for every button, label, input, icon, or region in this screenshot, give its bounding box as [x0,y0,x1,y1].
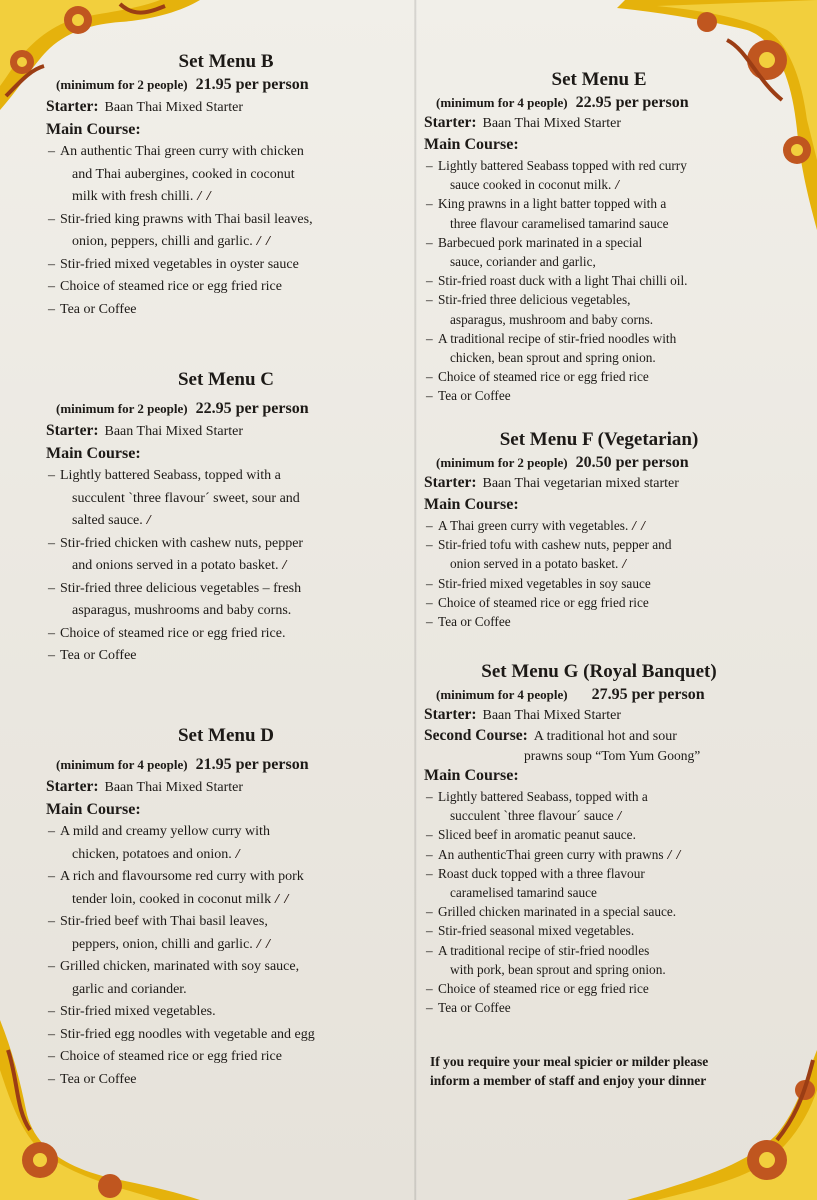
list-item: – A mild and creamy yellow curry with chicken, potatoes and onion. / [46,821,406,866]
set-menu-d [46,724,406,1091]
starter-label: Starter: [424,706,477,723]
list-item: – Choice of steamed rice or egg fried rice [424,979,774,998]
set-menu-e-title: Set Menu E [551,69,647,90]
price: 27.95 per person [591,686,705,703]
list-item: – Tea or Coffee [424,386,774,405]
chili-rating-icon: / [282,558,288,573]
list-item: – Stir-fried mixed vegetables. [46,1001,406,1024]
main-course-label: Main Course: [424,136,519,153]
list-item: – Stir-fried mixed vegetables in soy sauce [424,574,774,593]
main-course-list [46,465,406,668]
spice-note-line-1: If you require your meal spicier or milder please [430,1054,709,1069]
set-menu-b [46,50,406,321]
minimum-note: (minimum for 4 people) [436,687,568,702]
list-item: – Barbecued pork marinated in a special sauce, coriander and garlic, [424,233,774,271]
list-item: – Stir-fried three delicious vegetables – fresh asparagus, mushrooms and baby corns. [46,578,406,623]
list-item: – Choice of steamed rice or egg fried rice. [46,623,406,646]
set-menu-c-title: Set Menu C [177,369,275,390]
set-menu-f-price-line [424,452,774,473]
list-item: – Stir-fried tofu with cashew nuts, pepper and onion served in a potato basket. / [424,535,774,573]
starter-line [424,473,774,494]
list-item: – Grilled chicken marinated in a special sauce. [424,902,774,921]
set-menu-f [424,428,774,631]
list-item: – King prawns in a light batter topped with a three flavour caramelised tamarind sauce [424,194,774,232]
spice-note-line-2: inform a member of staff and enjoy your dinner [430,1073,707,1088]
chili-rating-icon: / / [275,891,290,907]
spice-note [430,1052,770,1090]
list-item: – Lightly battered Seabass, topped with a succulent `three flavour´ sweet, sour and salted sauce. / [46,465,406,533]
chili-rating-icon: / [146,513,152,528]
price: 22.95 per person [195,400,309,417]
minimum-note: (minimum for 2 people) [56,401,188,416]
set-menu-g [424,660,774,1017]
list-item: – Roast duck topped with a three flavour caramelised tamarind sauce [424,864,774,902]
minimum-note: (minimum for 4 people) [56,757,188,772]
chili-rating-icon: / / [667,846,682,862]
list-item: – Stir-fried chicken with cashew nuts, pepper and onions served in a potato basket. / [46,533,406,578]
main-course-list [424,156,774,406]
list-item: – Tea or Coffee [424,998,774,1017]
second-course-continued: prawns soup “Tom Yum Goong” [524,748,701,763]
starter-label: Starter: [424,474,477,491]
starter-value: Baan Thai Mixed Starter [104,424,244,439]
set-menu-d-price-line [46,754,406,776]
set-menu-e [424,68,774,406]
price: 21.95 per person [195,76,309,93]
main-course-list [46,821,406,1091]
chili-rating-icon: / / [632,518,646,533]
price: 20.50 per person [575,454,689,471]
list-item: – Stir-fried king prawns with Thai basil leaves, onion, peppers, chilli and garlic. / / [46,209,406,254]
list-item: – Tea or Coffee [46,299,406,322]
main-course-label: Main Course: [46,801,141,818]
minimum-note: (minimum for 2 people) [56,77,188,92]
list-item: – Lightly battered Seabass topped with red curry sauce cooked in coconut milk. / [424,156,774,194]
starter-label: Starter: [46,778,99,795]
main-course-list [424,787,774,1017]
price: 21.95 per person [195,756,309,773]
main-course-label: Main Course: [46,445,141,462]
list-item: – A traditional recipe of stir-fried noodles with pork, bean sprout and spring onion. [424,941,774,979]
starter-label: Starter: [46,422,99,439]
set-menu-g-price-line [424,684,774,705]
second-course-label: Second Course: [424,727,528,744]
chili-rating-icon: / / [256,234,272,249]
list-item: – Choice of steamed rice or egg fried rice [46,1046,406,1069]
list-item: – Tea or Coffee [46,1069,406,1092]
list-item: – Tea or Coffee [424,612,774,631]
list-item: – Tea or Coffee [46,645,406,668]
starter-line [424,113,774,134]
minimum-note: (minimum for 4 people) [436,95,568,110]
list-item: – A Thai green curry with vegetables. / / [424,516,774,535]
chili-rating-icon: / / [197,189,212,204]
main-course-list [424,516,774,631]
list-item: – Stir-fried mixed vegetables in oyster sauce [46,254,406,277]
set-menu-c-price-line [46,398,406,420]
starter-value: Baan Thai Mixed Starter [482,116,622,131]
list-item: – Choice of steamed rice or egg fried rice [424,593,774,612]
starter-line [424,705,774,726]
list-item: – Stir-fried three delicious vegetables, asparagus, mushroom and baby corns. [424,290,774,328]
set-menu-c [46,368,406,668]
second-course-line [424,726,774,747]
list-item: – Stir-fried egg noodles with vegetable and egg [46,1024,406,1047]
chili-rating-icon: / [617,808,623,824]
starter-value: Baan Thai Mixed Starter [104,780,244,795]
chili-rating-icon: / [235,846,241,862]
list-item: – Sliced beef in aromatic peanut sauce. [424,825,774,844]
list-item: – Stir-fried roast duck with a light Thai chilli oil. [424,271,774,290]
list-item: – Grilled chicken, marinated with soy sauce, garlic and coriander. [46,956,406,1001]
starter-value: Baan Thai Mixed Starter [482,708,622,723]
chili-rating-icon: / / [256,936,272,952]
list-item: – Stir-fried beef with Thai basil leaves, peppers, onion, chilli and garlic. / / [46,911,406,956]
list-item: – Lightly battered Seabass, topped with a succulent `three flavour´ sauce / [424,787,774,825]
minimum-note: (minimum for 2 people) [436,455,568,470]
list-item: – An authenticThai green curry with prawns / / [424,845,774,864]
starter-value: Baan Thai Mixed Starter [104,100,244,115]
set-menu-b-title: Set Menu B [178,51,274,72]
starter-line [46,776,406,799]
list-item: – A traditional recipe of stir-fried noodles with chicken, bean sprout and spring onion. [424,329,774,367]
list-item: – Stir-fried seasonal mixed vegetables. [424,921,774,940]
starter-label: Starter: [46,98,99,115]
set-menu-e-price-line [424,92,774,113]
list-item: – Choice of steamed rice or egg fried rice [424,367,774,386]
chili-rating-icon: / [615,177,621,193]
chili-rating-icon: / [622,556,628,572]
page-fold [414,0,417,1200]
main-course-label: Main Course: [46,121,141,138]
set-menu-d-title: Set Menu D [177,725,275,746]
set-menu-g-title: Set Menu G (Royal Banquet) [481,661,717,682]
main-course-label: Main Course: [424,767,519,784]
price: 22.95 per person [575,94,689,111]
set-menu-f-title: Set Menu F (Vegetarian) [499,429,699,450]
list-item: – An authentic Thai green curry with chicken and Thai aubergines, cooked in coconut milk with fresh chilli. / / [46,141,406,209]
starter-line [46,96,406,119]
list-item: – Choice of steamed rice or egg fried rice [46,276,406,299]
list-item: – A rich and flavoursome red curry with pork tender loin, cooked in coconut milk / / [46,866,406,911]
starter-line [46,420,406,443]
starter-label: Starter: [424,114,477,131]
main-course-label: Main Course: [424,496,519,513]
set-menu-b-price-line [46,74,406,96]
main-course-list [46,141,406,321]
second-course-value: A traditional hot and sour [533,729,677,744]
starter-value: Baan Thai vegetarian mixed starter [482,476,679,491]
